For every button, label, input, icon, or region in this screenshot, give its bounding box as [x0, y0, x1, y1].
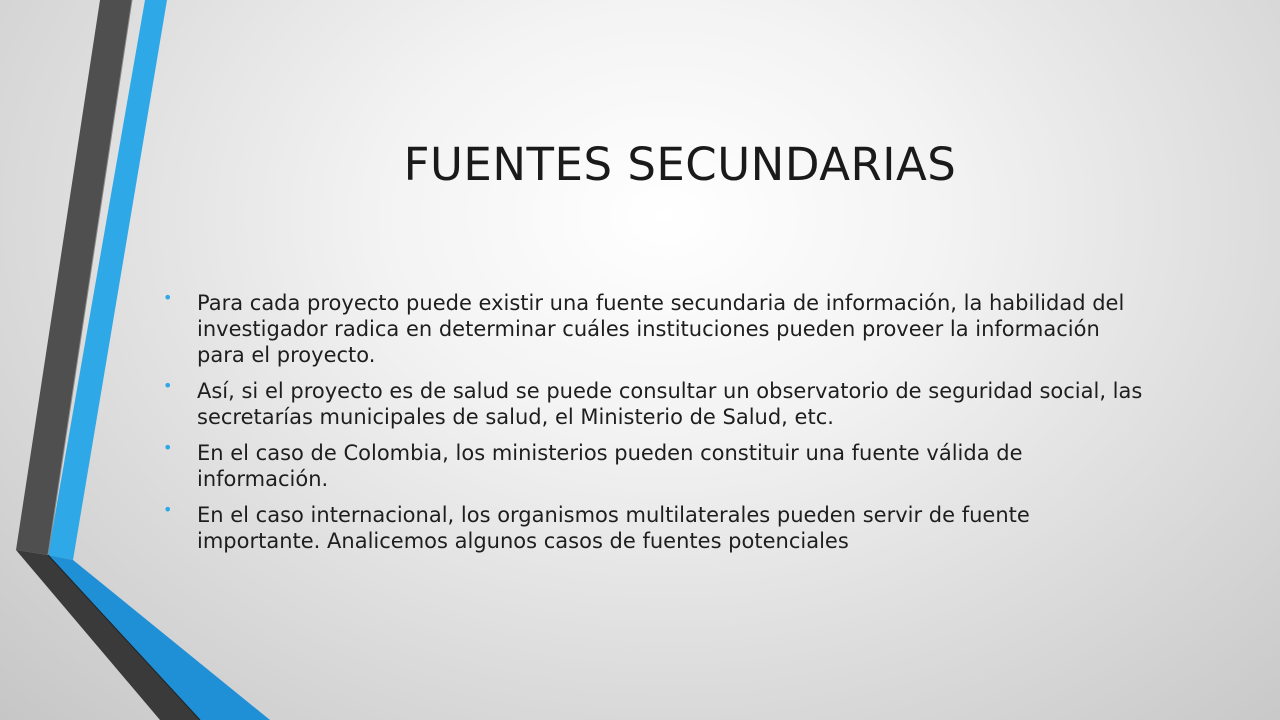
dark-stripe-bottom: [16, 550, 200, 720]
bullet-text: Así, si el proyecto es de salud se puede consultar un observatorio de seguridad social, las secretarías municipales de salud, el Ministerio de Salud, etc.: [197, 379, 1143, 429]
bullet-text: En el caso internacional, los organismos multilaterales pueden servir de fuente importante. Analicemos algunos casos de fuentes potenciales: [197, 503, 1030, 553]
list-item: [160, 502, 1150, 554]
bullet-text: Para cada proyecto puede existir una fuente secundaria de información, la habilidad del investigador radica en determinar cuáles instituciones pueden proveer la información para el proyecto.: [197, 291, 1125, 367]
bullet-dot-icon: •: [163, 500, 173, 519]
bullet-dot-icon: •: [163, 288, 173, 307]
slide-title: FUENTES SECUNDARIAS: [403, 138, 957, 191]
list-item: [160, 290, 1150, 368]
bullet-list: [160, 290, 1150, 564]
list-item: [160, 440, 1150, 492]
bullet-text: En el caso de Colombia, los ministerios pueden constituir una fuente válida de información.: [197, 441, 1023, 491]
bullet-dot-icon: •: [163, 438, 173, 457]
list-item: [160, 378, 1150, 430]
bullet-dot-icon: •: [163, 376, 173, 395]
